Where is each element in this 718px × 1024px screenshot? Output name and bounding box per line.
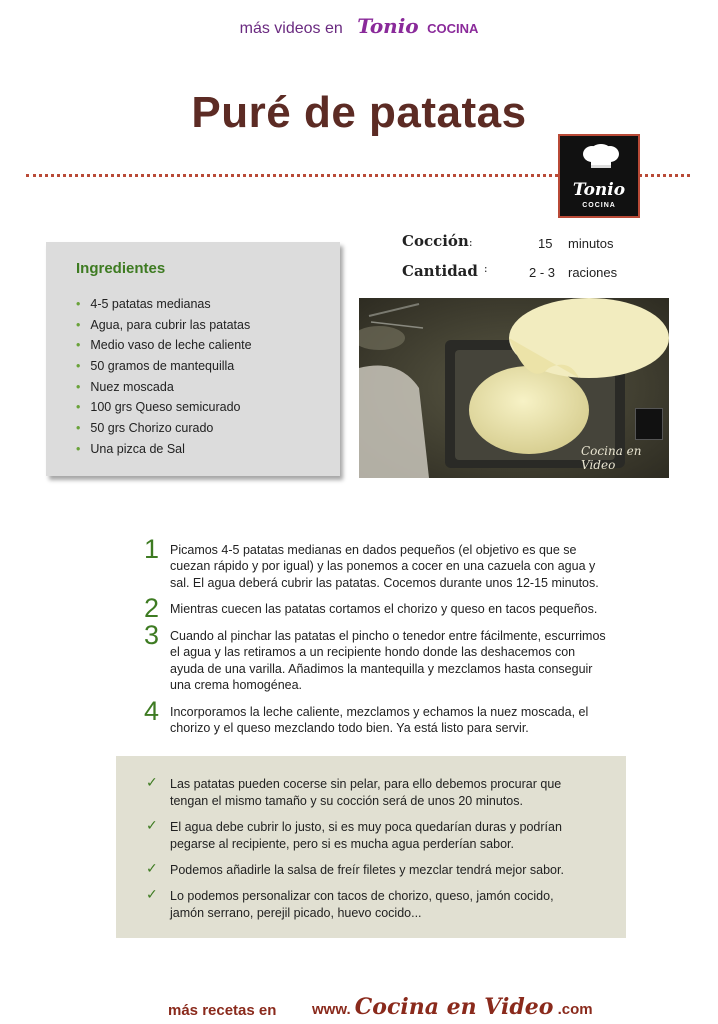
- bullet-icon: •: [76, 359, 81, 374]
- list-item: • 100 grs Queso semicurado: [76, 400, 241, 415]
- list-item: • Nuez moscada: [76, 379, 174, 394]
- coccion-value: 15: [538, 236, 553, 251]
- coccion-label: Cocción:: [402, 232, 473, 250]
- logo-line2: COCINA: [582, 202, 616, 209]
- step-number: 4: [144, 696, 160, 726]
- footer-text: más recetas en: [168, 1002, 277, 1019]
- list-item: • 4-5 patatas medianas: [76, 297, 211, 311]
- page-title: Puré de patatas: [191, 88, 527, 137]
- logo-line1: Tonio: [572, 180, 626, 200]
- footer-suffix: .com: [557, 1001, 593, 1018]
- tip-text: Lo podemos personalizar con tacos de chorizo, queso, jamón cocido, jamón serrano, perejil picado, huevo cocido...: [170, 889, 554, 920]
- footer-website-link[interactable]: [312, 994, 593, 1020]
- footer-site: Cocina en Video: [354, 994, 554, 1020]
- list-item: • 50 grs Chorizo curado: [76, 421, 214, 436]
- step-text: Cuando al pinchar las patatas el pincho o tenedor entre fácilmente, escurrimos el agua y las retiramos a un recipiente hondo donde las deshacemos con ayuda de una varilla. Añadimos la mantequilla y mezclamos hasta conseguir una crema homogénea.: [170, 629, 606, 692]
- brand-caps: COCINA: [427, 21, 479, 36]
- cantidad-value: 2 - 3: [529, 265, 556, 280]
- bullet-icon: •: [76, 297, 81, 311]
- list-item: • Agua, para cubrir las patatas: [76, 317, 251, 332]
- tip-text: Las patatas pueden cocerse sin pelar, para ello debemos procurar que tengan el mismo tamaño y su cocción será de unos 20 minutos.: [170, 777, 562, 808]
- bullet-icon: •: [76, 379, 81, 394]
- photo-caption: Cocina en Video: [581, 444, 642, 472]
- step-number: 2: [144, 593, 160, 623]
- recipe-photo: [359, 298, 669, 478]
- tip-text: Podemos añadirle la salsa de freír filetes y mezclar tendrá mejor sabor.: [170, 863, 564, 877]
- checkmark-icon: ✓: [146, 860, 158, 876]
- step-text: Picamos 4-5 patatas medianas en dados pequeños (el objetivo es que se cuezan rápido y por igual) y las ponemos a cocer en una cazuela con agua y sal. El agua deberá cubrir las patatas. Cocemos durante unos 12-15 minutos.: [170, 543, 599, 590]
- bullet-icon: •: [76, 317, 81, 332]
- bullet-icon: •: [76, 400, 81, 415]
- ingredients-box: [46, 242, 340, 476]
- mini-logo-icon: [635, 408, 663, 440]
- bullet-icon: •: [76, 421, 81, 436]
- cantidad-label: Cantidad :: [402, 262, 488, 280]
- cantidad-unit: raciones: [568, 265, 618, 280]
- list-item: • 50 gramos de mantequilla: [76, 359, 235, 374]
- step-number: 3: [144, 620, 160, 650]
- checkmark-icon: ✓: [146, 817, 158, 833]
- bullet-icon: •: [76, 441, 81, 456]
- tip-text: El agua debe cubrir lo justo, si es muy poca quedarían duras y podrían pegarse al recipiente, pero si es mucha agua perderían sabor.: [170, 820, 562, 851]
- tips-box: [116, 756, 626, 938]
- ingredients-title: Ingredientes: [76, 260, 166, 277]
- list-item: • Medio vaso de leche caliente: [76, 338, 252, 353]
- footer-prefix: www.: [312, 1001, 351, 1018]
- ingredients-list: [76, 294, 252, 460]
- checkmark-icon: ✓: [146, 886, 158, 902]
- chef-hat-icon: [582, 144, 620, 168]
- bullet-icon: •: [76, 338, 81, 353]
- promo-text: más videos en: [239, 20, 343, 37]
- top-promo[interactable]: [0, 14, 718, 38]
- step-text: Mientras cuecen las patatas cortamos el chorizo y queso en tacos pequeños.: [170, 602, 598, 616]
- step-text: Incorporamos la leche caliente, mezclamos y echamos la nuez moscada, el chorizo y el queso mezclando todo bien. Ya está listo para servir.: [170, 705, 589, 736]
- brand-script: Tonio: [357, 14, 419, 38]
- list-item: • Una pizca de Sal: [76, 441, 185, 456]
- coccion-unit: minutos: [568, 236, 614, 251]
- step-number: 1: [144, 534, 160, 564]
- checkmark-icon: ✓: [146, 774, 158, 790]
- tonio-cocina-logo: [558, 134, 640, 218]
